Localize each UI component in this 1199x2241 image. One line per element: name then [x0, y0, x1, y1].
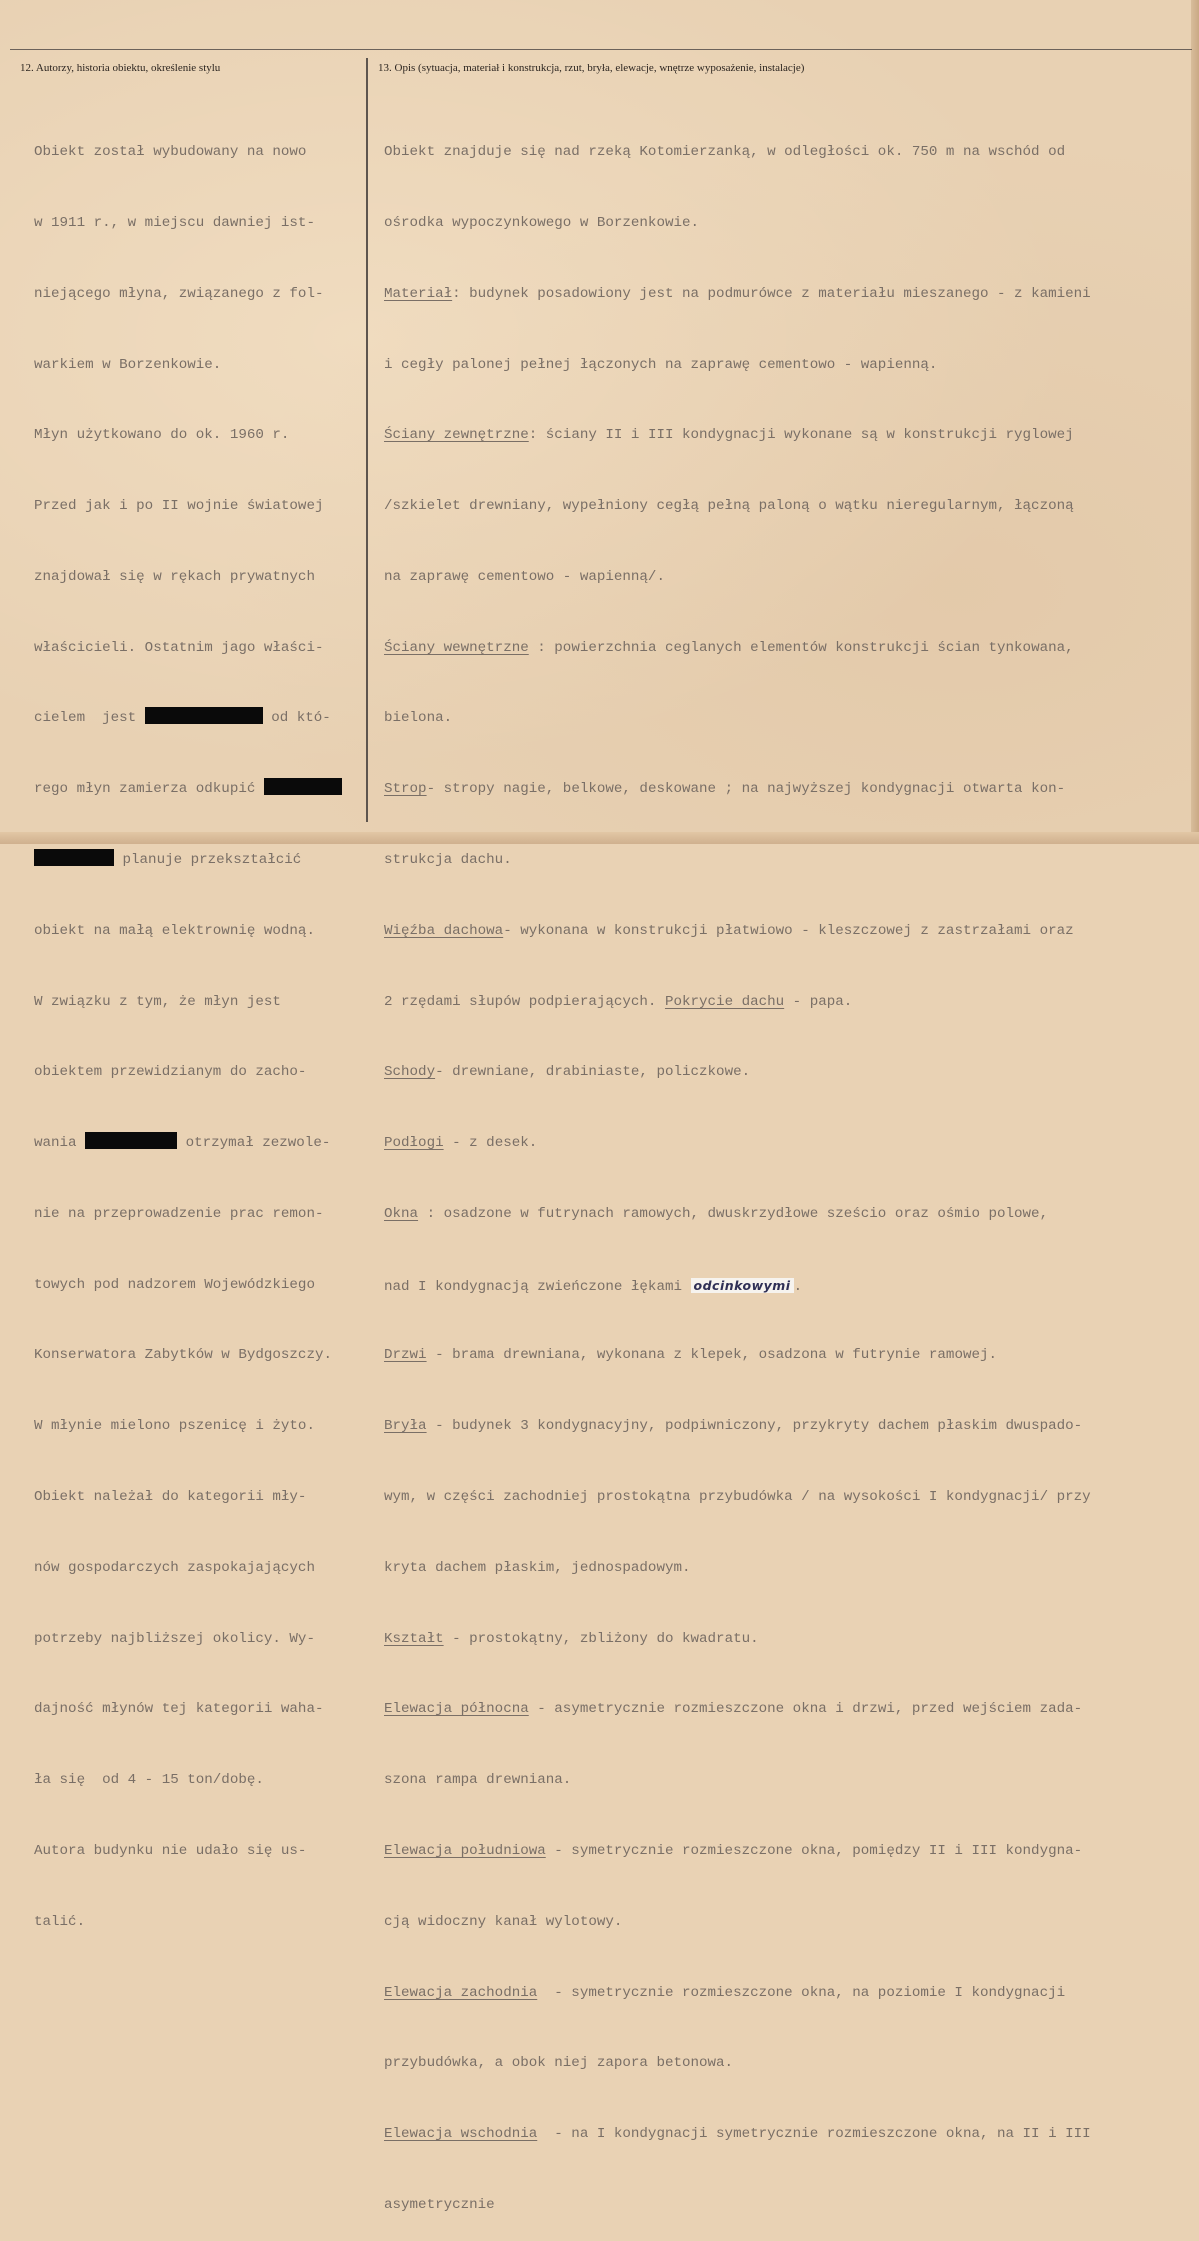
text-line: W związku z tym, że młyn jest — [34, 993, 281, 1010]
text-line — [384, 424, 1091, 448]
text-line: Autora budynku nie udało się us- — [34, 1842, 307, 1859]
text-line: obiektem przewidzianym do zacho- — [34, 1064, 307, 1081]
text-line: ła się od 4 - 15 ton/dobę. — [34, 1772, 264, 1789]
text-line: asymetrycznie — [384, 2196, 495, 2213]
redaction-box — [34, 849, 114, 866]
text-line: warkiem w Borzenkowie. — [34, 356, 222, 373]
text-line — [384, 1982, 1091, 2006]
text-line — [34, 778, 342, 802]
section-12-heading: 12. Autorzy, historia obiektu, określenie stylu — [20, 62, 221, 74]
text-line: ośrodka wypoczynkowego w Borzenkowie. — [384, 214, 700, 231]
keyword: Ściany wewnętrzne — [384, 639, 529, 656]
text-fragment: nad I kondygnacją zwieńczone łękami — [384, 1278, 691, 1295]
text-line: towych pod nadzorem Wojewódzkiego — [34, 1276, 315, 1293]
text-line: w 1911 r., w miejscu dawniej ist- — [34, 214, 315, 231]
keyword: Elewacja północna — [384, 1701, 529, 1718]
text-line: /szkielet drewniany, wypełniony cegłą pełną paloną o wątku nieregularnym, łączoną — [384, 498, 1074, 515]
keyword: Elewacja zachodnia — [384, 1984, 538, 2001]
text-fragment: - papa. — [784, 993, 853, 1010]
column-divider — [366, 58, 368, 822]
text-line — [384, 920, 1091, 944]
text-line: obiekt na małą elektrownię wodną. — [34, 922, 315, 939]
keyword: Kształt — [384, 1630, 444, 1647]
text-line — [34, 849, 342, 873]
text-line: dajność młynów tej kategorii waha- — [34, 1701, 324, 1718]
keyword: Pokrycie dachu — [664, 993, 785, 1010]
keyword: Ściany zewnętrzne — [384, 427, 529, 444]
text-line — [384, 1628, 1091, 1652]
text-fragment: . — [793, 1278, 803, 1295]
text-line — [384, 1061, 1091, 1085]
text-line: Młyn użytkowano do ok. 1960 r. — [34, 427, 290, 444]
text-line: szona rampa drewniana. — [384, 1772, 572, 1789]
text-fragment: wania — [34, 1135, 86, 1152]
text-fragment: : powierzchnia ceglanych elementów konstrukcji ścian tynkowana, — [528, 639, 1074, 656]
page-edge — [1191, 0, 1199, 844]
text-fragment: - budynek 3 kondygnacyjny, podpiwniczony, przykryty dachem płaskim dwuspado- — [426, 1418, 1083, 1435]
keyword: Materiał — [384, 285, 453, 302]
text-fragment: : ściany II i III kondygnacji wykonane są w konstrukcji ryglowej — [528, 427, 1074, 444]
text-line — [34, 1132, 342, 1156]
redaction-box — [85, 1132, 177, 1149]
text-line — [384, 1132, 1091, 1156]
text-line: Obiekt znajduje się nad rzeką Kotomierzanką, w odległości ok. 750 m na wschód od — [384, 144, 1066, 161]
text-line — [384, 1415, 1091, 1439]
text-line — [384, 1698, 1091, 1722]
text-fragment: - stropy nagie, belkowe, deskowane ; na najwyższej kondygnacji otwarta kon- — [426, 781, 1066, 798]
text-fragment: rego młyn zamierza odkupić — [34, 781, 264, 798]
text-line: bielona. — [384, 710, 453, 727]
text-fragment: - prostokątny, zbliżony do kwadratu. — [443, 1630, 759, 1647]
history-text — [34, 94, 342, 1958]
keyword: Strop — [384, 781, 427, 798]
text-line — [384, 778, 1091, 802]
text-line — [384, 1344, 1091, 1368]
text-line: cją widoczny kanał wylotowy. — [384, 1913, 623, 1930]
text-line — [34, 707, 342, 731]
text-line: znajdował się w rękach prywatnych — [34, 568, 315, 585]
text-line: Obiekt został wybudowany na nowo — [34, 144, 307, 161]
text-fragment: otrzymał zezwole- — [177, 1135, 331, 1152]
text-fragment: cielem jest — [34, 710, 145, 727]
text-line — [384, 1274, 1091, 1298]
text-line: właścicieli. Ostatnim jago właści- — [34, 639, 324, 656]
keyword: Bryła — [384, 1418, 427, 1435]
text-line: na zaprawę cementowo - wapienną/. — [384, 568, 665, 585]
text-fragment: planuje przekształcić — [114, 852, 302, 868]
text-line: niejącego młyna, związanego z fol- — [34, 285, 324, 302]
text-line: potrzeby najbliższej okolicy. Wy- — [34, 1630, 315, 1647]
text-line: i cegły palonej pełnej łączonych na zaprawę cementowo - wapienną. — [384, 356, 938, 373]
text-fragment: - brama drewniana, wykonana z klepek, osadzona w futrynie ramowej. — [426, 1347, 998, 1364]
text-line — [384, 2123, 1091, 2147]
text-line — [384, 1203, 1091, 1227]
text-fragment: - z desek. — [443, 1135, 538, 1152]
redaction-box — [145, 707, 263, 724]
text-fragment: : budynek posadowiony jest na podmurówce z materiału mieszanego - z kamieni — [452, 285, 1091, 302]
text-fragment: - drewniane, drabiniaste, policzkowe. — [435, 1064, 751, 1081]
text-line: strukcja dachu. — [384, 852, 512, 868]
description-text — [384, 94, 1091, 2241]
text-fragment: - symetrycznie rozmieszczone okna, pomiędzy II i III kondygna- — [545, 1842, 1083, 1859]
section-13-heading: 13. Opis (sytuacja, materiał i konstrukcja, rzut, bryła, elewacje, wnętrze wyposażenie, instalacje) — [378, 62, 805, 74]
text-line: Przed jak i po II wojnie światowej — [34, 498, 324, 515]
text-fragment: : osadzone w futrynach ramowych, dwuskrzydłowe sześcio oraz ośmio polowe, — [418, 1205, 1049, 1222]
text-line: talić. — [34, 1913, 86, 1930]
text-line: wym, w części zachodniej prostokątna przybudówka / na wysokości I kondygnacji/ przy — [384, 1489, 1091, 1506]
keyword: Drzwi — [384, 1347, 427, 1364]
text-line: Konserwatora Zabytków w Bydgoszczy. — [34, 1347, 332, 1364]
text-line — [384, 991, 1091, 1015]
text-line — [384, 637, 1091, 661]
keyword: Schody — [384, 1064, 436, 1081]
text-line: przybudówka, a obok niej zapora betonowa. — [384, 2055, 734, 2072]
text-fragment: - na I kondygnacji symetrycznie rozmieszczone okna, na II i III — [537, 2126, 1091, 2143]
keyword: Więźba dachowa — [384, 922, 504, 939]
handwritten-insert: odcinkowymi — [691, 1278, 794, 1293]
text-line: nów gospodarczych zaspokajających — [34, 1559, 315, 1576]
text-fragment: od któ- — [262, 710, 331, 727]
text-line — [384, 283, 1091, 307]
text-line: Obiekt należał do kategorii mły- — [34, 1489, 307, 1506]
keyword: Elewacja wschodnia — [384, 2126, 538, 2143]
text-fragment: - asymetrycznie rozmieszczone okna i drzwi, przed wejściem zada- — [528, 1701, 1083, 1718]
text-fragment: - symetrycznie rozmieszczone okna, na poziomie I kondygnacji — [537, 1984, 1066, 2001]
header-rule — [10, 49, 1192, 50]
text-line: W młynie mielono pszenicę i żyto. — [34, 1418, 315, 1435]
text-line: nie na przeprowadzenie prac remon- — [34, 1205, 324, 1222]
keyword: Podłogi — [384, 1135, 444, 1152]
text-line: kryta dachem płaskim, jednospadowym. — [384, 1559, 691, 1576]
keyword: Okna — [384, 1205, 419, 1222]
redaction-box — [264, 778, 342, 795]
text-fragment: - wykonana w konstrukcji płatwiowo - kleszczowej z zastrzałami oraz — [503, 922, 1074, 939]
text-line — [384, 1840, 1091, 1864]
keyword: Elewacja południowa — [384, 1842, 546, 1859]
text-fragment: 2 rzędami słupów podpierających. — [384, 993, 665, 1010]
